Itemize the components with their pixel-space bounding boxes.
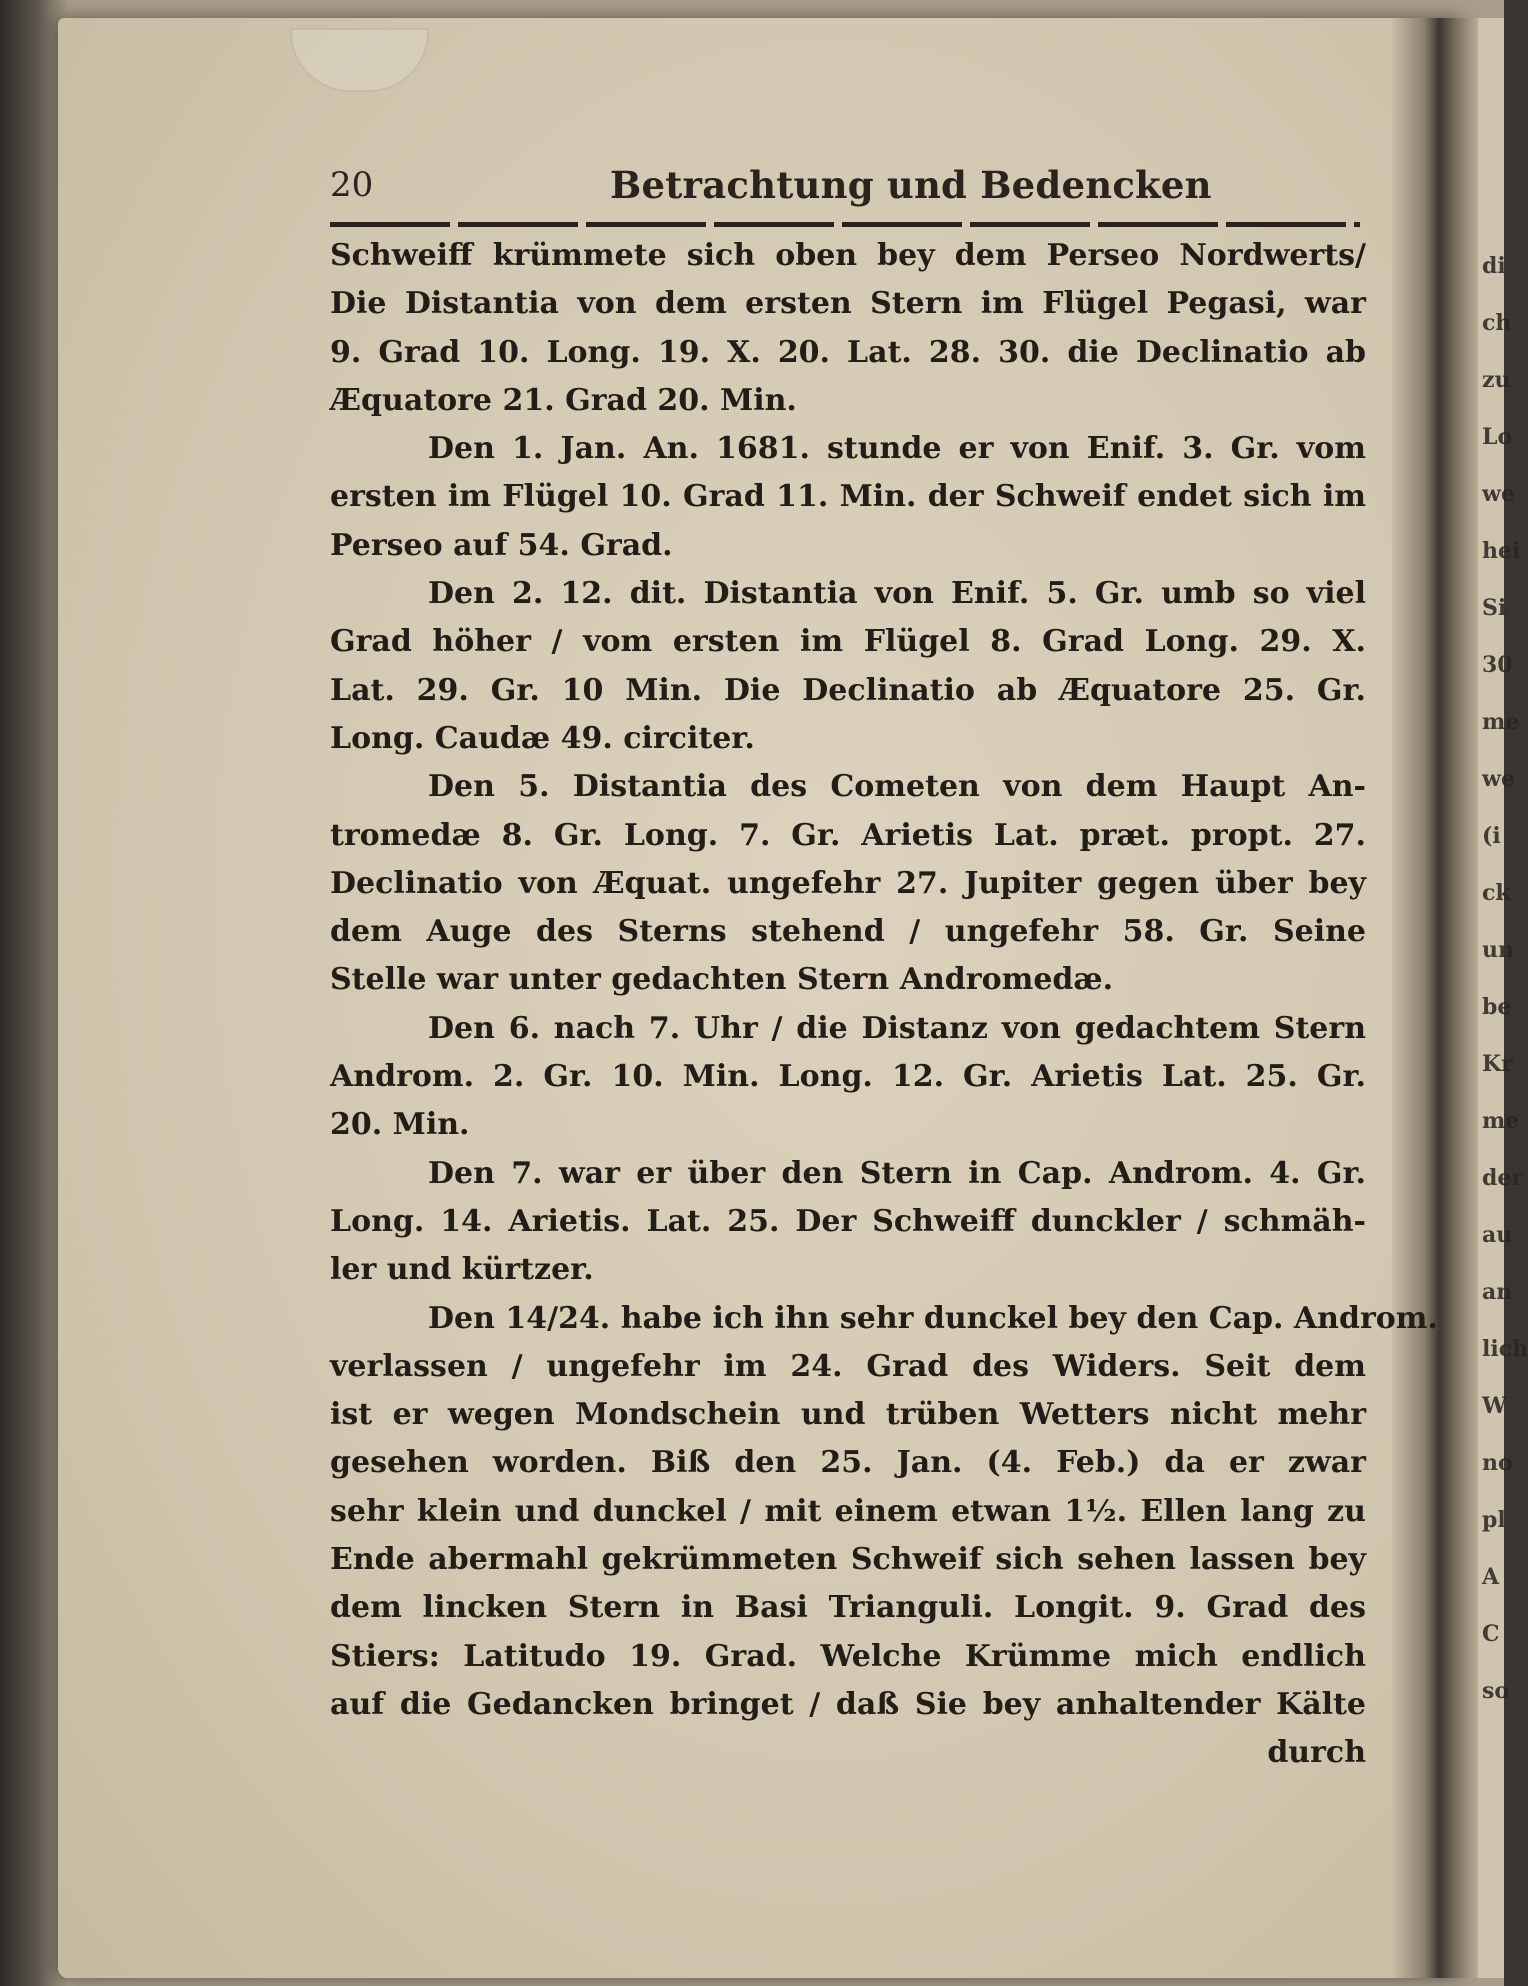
text-line: verlassen / ungefehr im 24. Grad des Widers. Seit dem (330, 1348, 1366, 1384)
text-line: Androm. 2. Gr. 10. Min. Long. 12. Gr. Arietis Lat. 25. Gr. (330, 1059, 1366, 1095)
facing-page-fragment: der (1482, 1165, 1523, 1191)
facing-page-fragment: be (1482, 994, 1512, 1020)
text-line: Grad höher / vom ersten im Flügel 8. Grad Long. 29. X. (330, 624, 1366, 660)
facing-page-fragment: zu (1482, 367, 1511, 393)
facing-page-fragment: so (1482, 1678, 1510, 1704)
facing-page-fragment: A (1482, 1564, 1500, 1590)
book-gutter (1392, 18, 1478, 1978)
text-line: ist er wegen Mondschein und trüben Wetters nicht mehr (330, 1397, 1366, 1433)
text-line: Declinatio von Æquat. ungefehr 27. Jupiter gegen über bey (330, 865, 1366, 901)
text-line: Æquatore 21. Grad 20. Min. (330, 382, 797, 418)
facing-page-fragment: pl (1482, 1507, 1506, 1533)
text-line: 20. Min. (330, 1107, 470, 1143)
facing-page-fragment: we (1482, 481, 1515, 507)
facing-page-fragment: ck (1482, 880, 1511, 906)
text-line: sehr klein und dunckel / mit einem etwan 1½. Ellen lang zu (330, 1493, 1366, 1529)
catchword: durch (1267, 1735, 1366, 1771)
text-line: Perseo auf 54. Grad. (330, 527, 673, 563)
text-line: Stiers: Latitudo 19. Grad. Welche Krümme mich endlich (330, 1638, 1366, 1674)
text-line: tromedæ 8. Gr. Long. 7. Gr. Arietis Lat. præt. propt. 27. (330, 817, 1366, 853)
text-line: gesehen worden. Biß den 25. Jan. (4. Feb.) da er zwar (330, 1445, 1366, 1481)
text-line: auf die Gedancken bringet / daß Sie bey anhaltender Kälte (330, 1686, 1366, 1722)
facing-page-fragment: di (1482, 253, 1506, 279)
text-line: Den 1. Jan. An. 1681. stunde er von Enif. 3. Gr. vom (428, 431, 1366, 467)
text-line: Long. 14. Arietis. Lat. 25. Der Schweiff dunckler / schmäh- (330, 1203, 1366, 1239)
facing-page-fragment: lich (1482, 1336, 1528, 1362)
text-line: Den 7. war er über den Stern in Cap. Androm. 4. Gr. (428, 1155, 1366, 1191)
facing-page-fragment: C (1482, 1621, 1500, 1647)
body-text (330, 232, 1438, 1778)
facing-page-fragment: un (1482, 937, 1514, 963)
facing-page-fragment: Kr (1482, 1051, 1513, 1077)
running-head: Betrachtung und Bedencken (610, 163, 1212, 207)
text-line: Schweiff krümmete sich oben bey dem Perseo Nordwerts/ (330, 238, 1366, 273)
text-line: Den 6. nach 7. Uhr / die Distanz von gedachtem Stern (428, 1010, 1366, 1046)
page-number: 20 (330, 165, 374, 205)
text-line: Ende abermahl gekrümmeten Schweif sich sehen lassen bey (330, 1542, 1366, 1578)
text-line: Long. Caudæ 49. circiter. (330, 720, 755, 756)
facing-page-fragment: (i (1482, 823, 1501, 849)
facing-page-fragment: W (1482, 1393, 1507, 1419)
page-header (330, 165, 1360, 217)
header-rule (330, 222, 1360, 227)
facing-page-fragment: Lo (1482, 424, 1513, 450)
facing-page-fragment: hei (1482, 538, 1521, 564)
facing-page-fragment: 30 (1482, 652, 1513, 678)
facing-page-fragment: ch (1482, 310, 1512, 336)
facing-page-fragment: an (1482, 1279, 1513, 1305)
text-line: Den 14/24. habe ich ihn sehr dunckel bey den Cap. Androm. (428, 1300, 1438, 1336)
facing-page-fragment: me (1482, 709, 1520, 735)
facing-page-fragment: au (1482, 1222, 1513, 1248)
facing-page-fragment: we (1482, 766, 1515, 792)
text-line: Den 2. 12. dit. Distantia von Enif. 5. Gr. umb so viel (428, 576, 1366, 612)
facing-page-fragment: me (1482, 1108, 1520, 1134)
text-line: dem lincken Stern in Basi Trianguli. Longit. 9. Grad des (330, 1590, 1366, 1626)
text-line: dem Auge des Sterns stehend / ungefehr 58. Gr. Seine (330, 914, 1366, 950)
facing-page-fragment: no (1482, 1450, 1513, 1476)
facing-page-edge (1478, 18, 1528, 1978)
text-line: Die Distantia von dem ersten Stern im Flügel Pegasi, war (330, 286, 1366, 322)
text-line: Den 5. Distantia des Cometen von dem Haupt An- (428, 769, 1366, 805)
text-line: 9. Grad 10. Long. 19. X. 20. Lat. 28. 30. die Declinatio ab (330, 334, 1366, 370)
text-line: Lat. 29. Gr. 10 Min. Die Declinatio ab Æquatore 25. Gr. (330, 672, 1366, 708)
text-line: Stelle war unter gedachten Stern Andromedæ. (330, 962, 1114, 998)
text-line: ersten im Flügel 10. Grad 11. Min. der Schweif endet sich im (330, 479, 1366, 515)
facing-page-fragment: Si (1482, 595, 1507, 621)
text-line: ler und kürtzer. (330, 1252, 594, 1288)
